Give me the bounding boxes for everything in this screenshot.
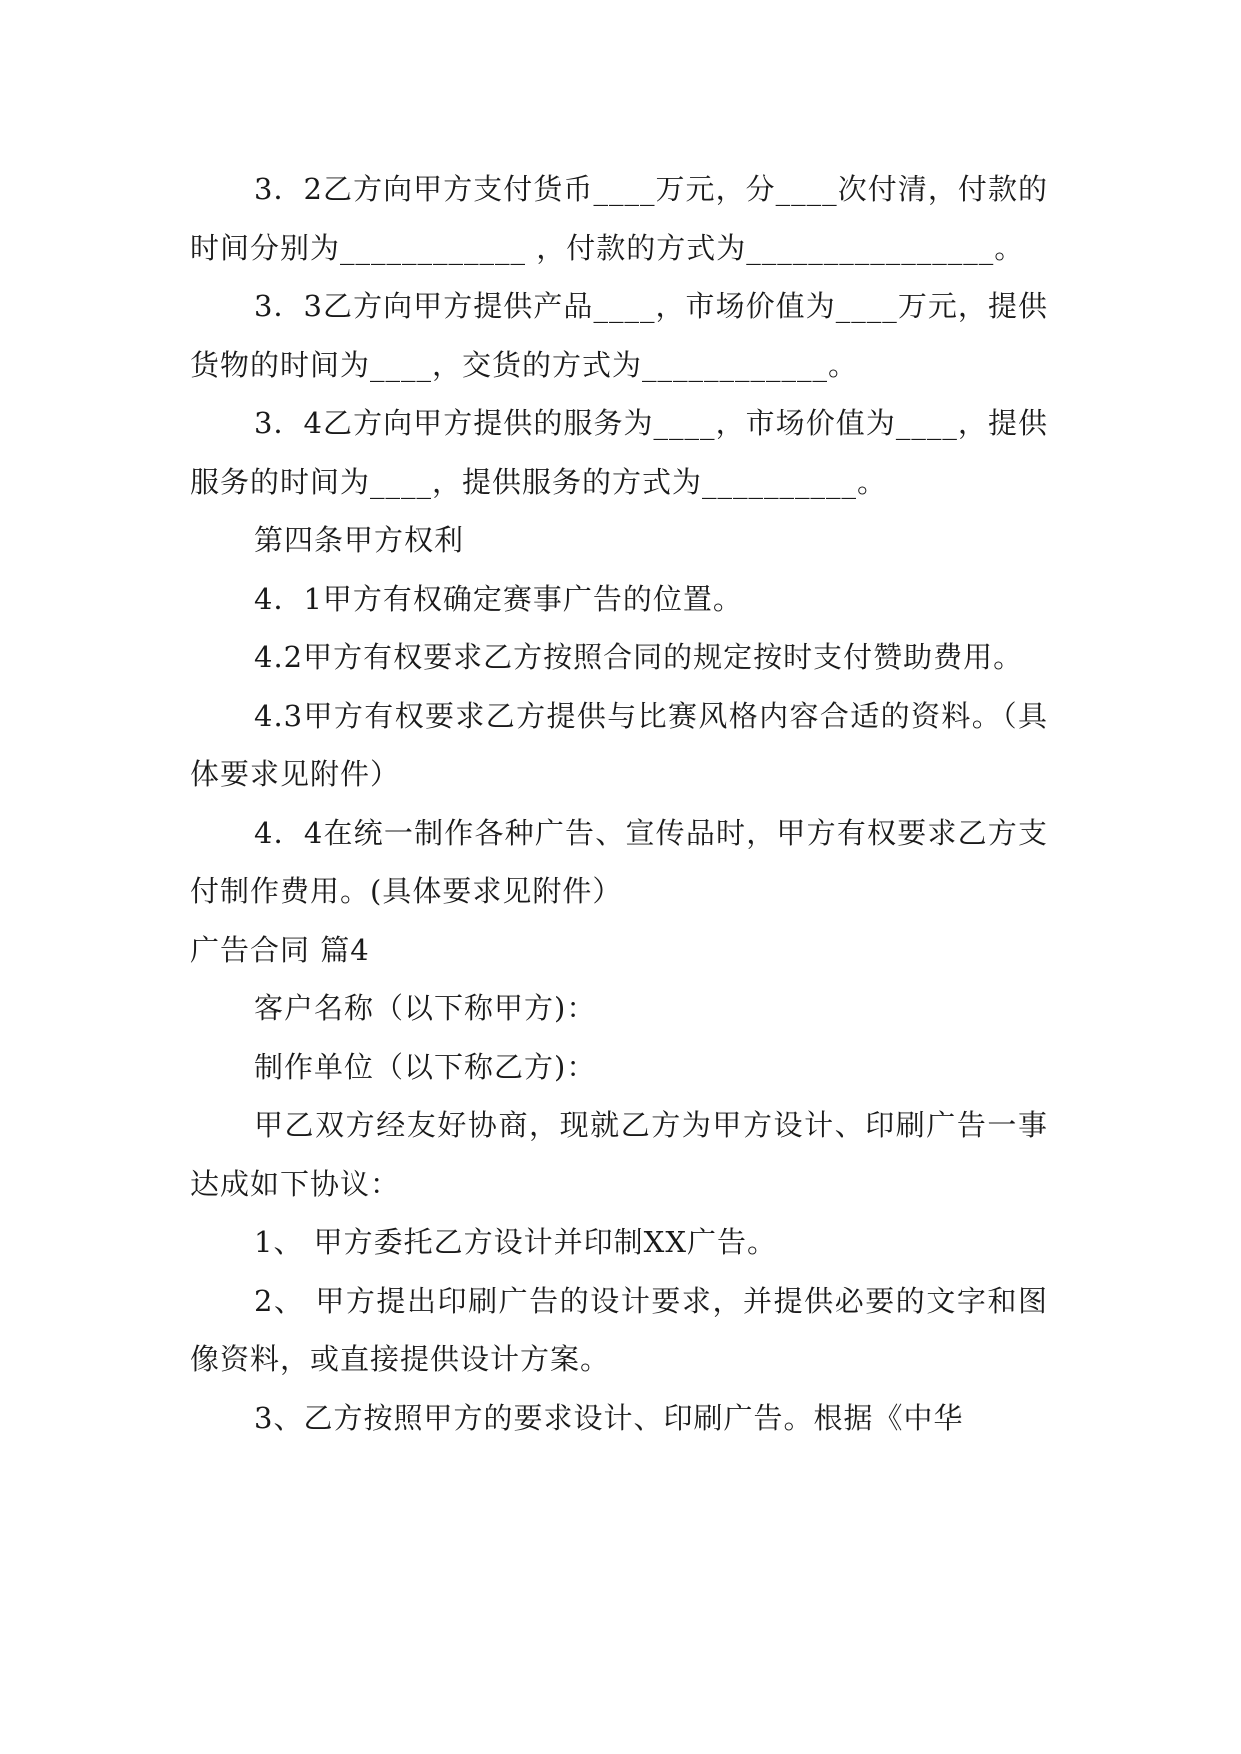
clause-4-4: 4．4在统一制作各种广告、宣传品时，甲方有权要求乙方支付制作费用。(具体要求见附件） [190,815,1048,908]
agreement-item-2: 2、 甲方提出印刷广告的设计要求，并提供必要的文字和图像资料，或直接提供设计方案。 [190,1283,1048,1376]
agreement-intro: 甲乙双方经友好协商，现就乙方为甲方设计、印刷广告一事达成如下协议： [190,1108,1048,1201]
document-body [190,160,1048,1447]
clause-3-4: 3．4乙方向甲方提供的服务为____，市场价值为____，提供服务的时间为____，提供服务的方式为__________。 [190,406,1048,499]
agreement-item-3: 3、乙方按照甲方的要求设计、印刷广告。根据《中华 [254,1400,964,1435]
client-name-line: 客户名称（以下称甲方)： [254,991,597,1025]
clause-4-2: 4.2甲方有权要求乙方按照合同的规定按时支付赞助费用。 [254,640,1024,674]
clause-4-1: 4．1甲方有权确定赛事广告的位置。 [254,581,743,616]
agreement-item-1: 1、 甲方委托乙方设计并印制XX广告。 [254,1225,777,1259]
article-4-heading: 第四条甲方权利 [254,523,465,557]
clause-3-3: 3．3乙方向甲方提供产品____，市场价值为____万元，提供货物的时间为____，交货的方式为____________。 [190,289,1048,382]
clause-4-3: 4.3甲方有权要求乙方提供与比赛风格内容合适的资料。（具体要求见附件） [190,698,1048,791]
producer-name-line: 制作单位（以下称乙方)： [254,1049,597,1084]
clause-3-2: 3．2乙方向甲方支付货币____万元，分____次付清，付款的时间分别为____________ ，付款的方式为________________。 [190,172,1048,265]
section-title: 广告合同 篇4 [190,932,370,967]
